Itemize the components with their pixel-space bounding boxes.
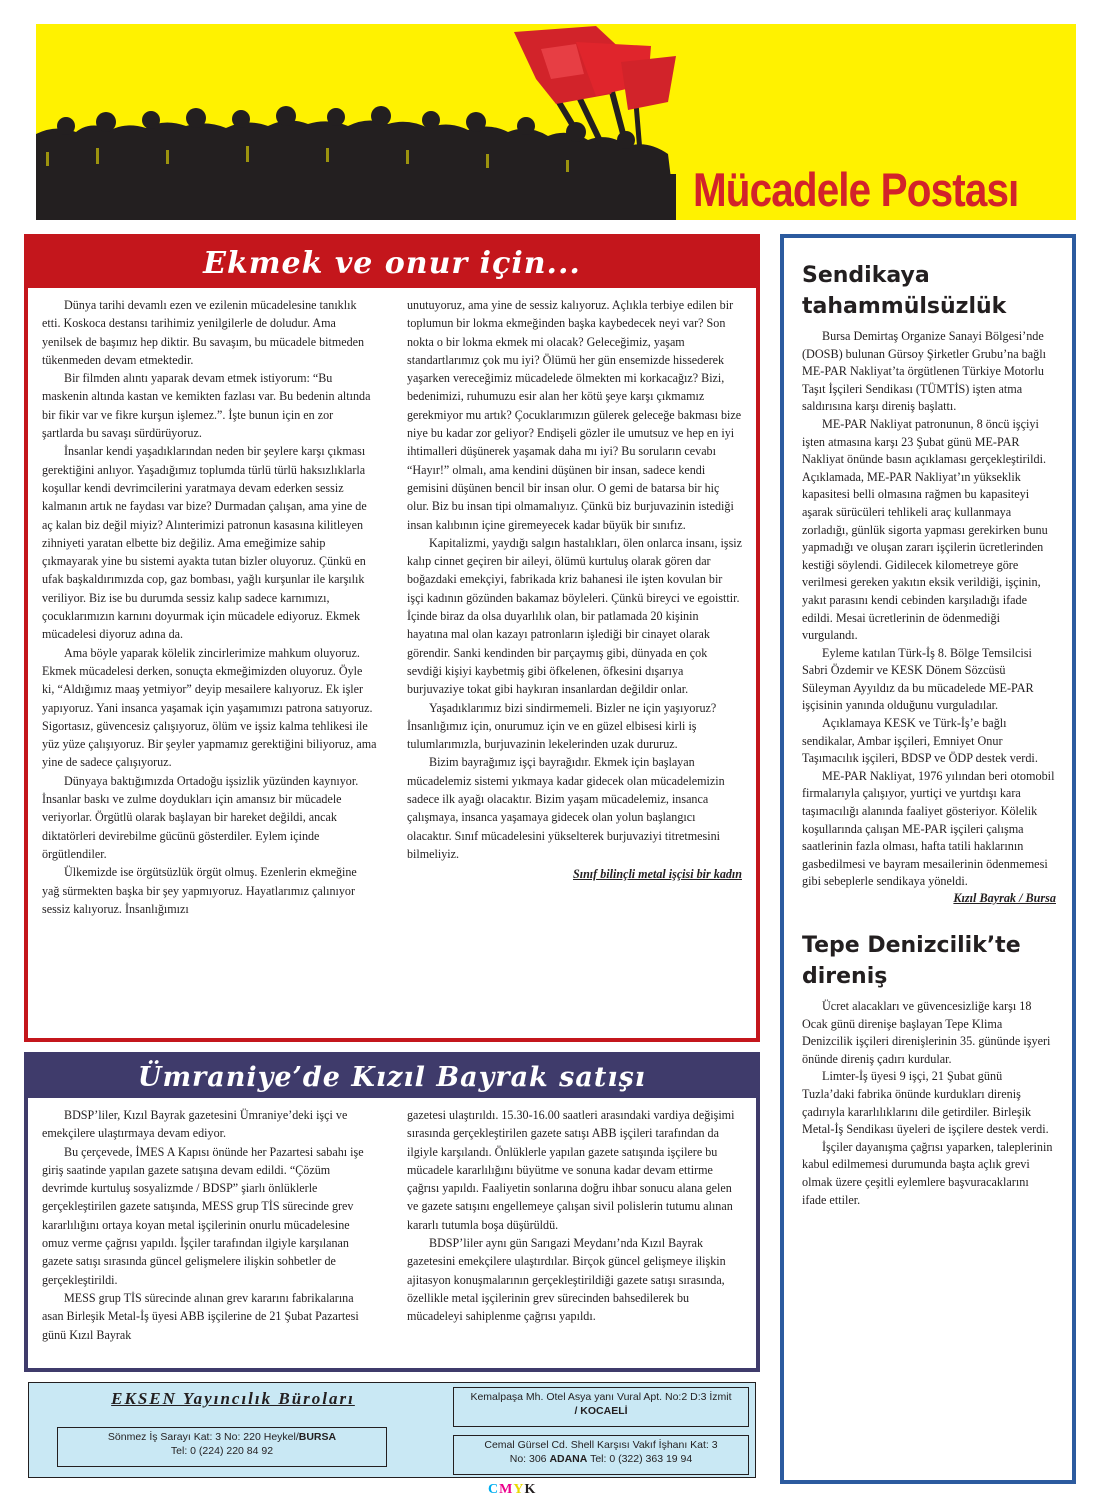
sidebar-article-title: Sendikaya tahammülsüzlük (802, 263, 1007, 319)
article-title: Ümraniye’de Kızıl Bayrak satışı (28, 1056, 756, 1098)
paragraph: Bu çerçevede, İMES A Kapısı önünde her Pazartesi sabahı işe giriş saatinde yapılan gazete satışına devam edildi. “Çözüm devrimde kurtuluş sosyalizmde / BDSP” şiarlı önlüklerle gerçekleştirilen gazete satışında, MESS grup TİS sürecinde grev kararlılığını ortaya koyan metal işçilerinin onurlu mücadelesine omuz verme çağrısı yapıldı. İşçiler tarafından ilgiyle karşılanan gazete satışı sırasında güncel gelişmelere ilişkin sohbetler de gerçekleştirildi. (42, 1144, 364, 1287)
paragraph: ME-PAR Nakliyat, 1976 yılından beri otomobil firmalarıyla çalışıyor, yurtiçi ve yurtdışı kara taşımacılığı alanında faaliyet gösteriyor. Kölelik koşullarında çalışan ME-PAR işçileri çalışma saatlerinin fazla olması, hafta tatili haklarının gasbedilmesi ve bayram mesailerinin ödenmemesi gibi sebeplerle sendikaya yöneldi. (802, 768, 1055, 889)
paragraph: MESS grup TİS sürecinde alınan grev kararını fabrikalarına asan Birleşik Metal-İş üyesi ABB işçilerine de 21 Şubat Pazartesi günü Kızıl Bayrak (42, 1290, 359, 1342)
paragraph: gazetesi ulaştırıldı. 15.30-16.00 saatleri arasındaki vardiya değişimi sırasında gerçekleştirilen gazete satışı ABB işçileri tarafından da ilgiyle karşılandı. Önlüklerle yapılan gazete satışında işçilere bu mücadele kararlılığını büyütme ve sonuna kadar devam ettirme çağrısı yapıldı. Faaliyetin sonlarına doğru ihbar sonucu alana gelen ve gazete satışını engellemeye çalışan sivil polislerin tutumu alınan kararlı tutumla boşa düşürüldü. (407, 1108, 735, 1232)
paragraph: BDSP’liler aynı gün Sarıgazi Meydanı’nda Kızıl Bayrak gazetesini emekçilere ulaştırdılar. Birçok güncel gelişmeye ilişkin ajitasyon konuşmalarının gerçekleştirildiği gazete satışı sırasında, özellikle metal işçilerinin grev sürecinden bahsedilerek bu mücadeleyi sahiplenme çağrısı yapıldı. (407, 1236, 726, 1324)
paragraph: İnsanlar kendi yaşadıklarından neden bir şeylere karşı çıkması gerektiğini anlıyor. Yaşadığımız toplumda türlü türlü haksızlıklarla koşullar kendi devrimcilerini yaratmaya devam ederken sessiz kalmanın artık ne faydası var bize? Durmadan çalışan, ama yine de aç kalan biz değil miyiz? Alınterimizi patronun kasasına kilitleyen zihniyeti yaratan elbette biz değiliz. Ama emeğimize sahip çıkmayarak yine bu sistemi ayakta tutan bizler oluyoruz. Çünkü en ufak başkaldırımızda cop, gaz bombası, yağlı kurşunlar ile karşılık veriliyor. Biz ise bu durumda sessiz kalıp sadece karnımızı, çocuklarımızın karnını doyurmak için mücadele ediyoruz. Ekmek mücadelesi diyoruz adına da. (42, 444, 367, 642)
paragraph: Bizim bayrağımız işçi bayrağıdır. Ekmek için başlayan mücadelemiz sistemi yıkmaya kadar gidecek olan mücadelemizin sadece ilk ayağı olacaktır. Bizim yaşam mücadelemiz, insanca çalışmaya, insanca yaşamaya gidecek olan yolun başlangıcı olacaktır. Sınıf mücadelesini yükselterek burjuvaziyi titretmesini bilmeliyiz. (407, 755, 725, 861)
sidebar-news (780, 234, 1076, 1484)
sidebar-article-title: Tepe Denizcilik’te direniş (802, 933, 1021, 989)
paragraph: Kapitalizmi, yaydığı salgın hastalıkları, ölen onlarca insanı, işsiz kalıp cinnet geçiren bir aileyi, ölümü kurtuluş olarak gören dar boğazdaki emekçiyi, fabrikada kriz bahanesi ile işten kovulan bir işçi kadının gözünden bakamaz böyleleri. Çünkü bireyci ve egoisttir. İçinde biraz da olsa duyarlılık olan, bir patlamada 20 kişinin hayatına mal olan kazayı patronların işlediği bir cinayet olarak görendir. Sanki kendinden bir parçaymış gibi, dünyada en çok sevdiği kişiyi kaybetmiş gibi öfkelenen, öfkesini dışarıya burjuvaziye tokat gibi haykıran insanlardan değildir onlar. (407, 535, 743, 697)
article-columns (28, 288, 756, 918)
cmyk-y: Y (513, 1482, 525, 1497)
paragraph: Ücret alacakları ve güvencesizliğe karşı 18 Ocak günü direnişe başlayan Tepe Klima Denizcilik işçileri direnişlerinin 35. gününde işyeri önünde direniş çadırı kurdular. (802, 999, 1051, 1066)
address-line: No: 306 (509, 1453, 550, 1465)
paragraph: Yaşadıklarımız bizi sindirmemeli. Bizler ne için yaşıyoruz? İnsanlığımız için, onurumuz için ve en güzel elbisesi kirli iş tulumlarımızla, burjuvazinin lekelerinden uzak dururuz. (407, 700, 717, 752)
article-columns (28, 1098, 756, 1344)
office-address-bursa (57, 1427, 387, 1467)
paragraph: BDSP’liler, Kızıl Bayrak gazetesini Ümraniye’deki işçi ve emekçilere ulaştırmaya devam ediyor. (42, 1108, 348, 1141)
office-address-kocaeli (453, 1387, 749, 1427)
office-address-adana (453, 1435, 749, 1475)
article-column-2 (407, 296, 742, 918)
masthead-title: Mücadele Postası (692, 163, 1018, 216)
sidebar-article-body (802, 998, 1056, 1209)
article-column-1 (42, 1106, 377, 1344)
paragraph: ME-PAR Nakliyat patronunun, 8 öncü işçiyi işten atmasına karşı 23 Şubat günü ME-PAR Nakliyat önünde basın açıklaması gerçekleştirildi. Açıklamada, ME-PAR Nakliyat’ın yükseklik kapasitesi belli olmasına rağmen bu kapasiteyi aşarak sürücüleri tehlikeli araç kullanmaya zorladığı, günlük sigorta yapması gerekirken bunu yapmadığı ve oluşan zararı işçilerin ücretlerinden kestiği söylendi. Gidilecek kilometreye göre verilmesi gereken yakıtın eksik verildiği, işçinin, yakıt parasını kendi cebinden karşıladığı ifade edildi. Mesai ücretlerinin de ödenmediği vurgulandı. (802, 416, 1048, 643)
article-umraniye (24, 1052, 760, 1372)
article-ekmek (24, 234, 760, 1042)
paragraph: Dünya tarihi devamlı ezen ve ezilenin mücadelesine tanıklık etti. Koskoca destansı tarihimiz yenilgilerle de doludur. Ama yenilsek de başımız hep diktir. Bu savaşım, bu mücadele bitmeden tükenmeden devam etmektedir. (42, 298, 365, 367)
paragraph: Bir filmden alıntı yaparak devam etmek istiyorum: “Bu maskenin altında kastan ve kemikten fazlası var. Bu bedenin altında bir fikir var ve fikre kurşun işlemez.”. İşte bunun için en zor şartlarda bu savaşı sürdürüyoruz. (42, 371, 371, 441)
article-title: Ekmek ve onur için... (28, 238, 756, 288)
address-phone: Tel: 0 (322) 363 19 94 (587, 1453, 693, 1465)
article-column-2 (407, 1106, 742, 1344)
address-city: BURSA (298, 1431, 337, 1443)
paragraph: Bursa Demirtaş Organize Sanayi Bölgesi’nde (DOSB) bulunan Gürsoy Şirketler Grubu’na bağlı ME-PAR Nakliyat’ta örgütlenen Türkiye Motorlu Taşıt İşçileri Sendikası (TÜMTİS) işten atma saldırısına karşı direniş başlattı. (802, 329, 1047, 414)
publisher-title: EKSEN Yayıncılık Büroları (111, 1389, 355, 1408)
address-city: ADANA (549, 1453, 588, 1465)
article-signature: Sınıf bilinçli metal işçisi bir kadın (573, 867, 742, 882)
cmyk-c: C (488, 1482, 500, 1497)
sidebar-article-body (802, 328, 1056, 891)
masthead-banner (36, 24, 1076, 220)
address-city: / KOCAELİ (574, 1405, 628, 1417)
address-line: Cemal Gürsel Cd. Shell Karşısı Vakıf İşhanı Kat: 3 (484, 1439, 718, 1451)
paragraph: İşçiler dayanışma çağrısı yaparken, taleplerinin kabul edilmemesi durumunda başta açlık grevi olmak üzere çeşitli eylemlere başvuracaklarını ifade ettiler. (802, 1139, 1053, 1207)
article-column-1 (42, 296, 377, 918)
paragraph: Dünyaya baktığımızda Ortadoğu işsizlik yüzünden kaynıyor. İnsanlar baskı ve zulme doydukları için amansız bir mücadele veriyorlar. Örgütlü olarak başlayan bir hareket değildi, ancak diktatörleri devirebilme gücünü gösterdiler. Eylem içinde örgütlendiler. (42, 773, 359, 861)
paragraph: unutuyoruz, ama yine de sessiz kalıyoruz. Açlıkla terbiye edilen bir toplumun bir lokma ekmeğinden başka kaybedecek neyi var? Son nokta o bir lokma ekmek mi olacak? Geleceğimiz, yaşam standartlarımız çok mu iyi? Ölümü her gün ensemizde hissederek yaşarken vereceğimiz mücadelede ölmekten mi korkacağız? Bizi, bedenimizi, ruhumuzu esir alan her kötü şeye karşı çıkmamız gerekmiyor mu artık? Çocuklarımızın gülerek geleceğe bakması bize niye bu kadar zor geliyor? Endişeli gözler ile umutsuz ve hep en iyi ihtimalleri düşünerek yaşamak daha mı iyi? Bu soruların cevabı “Hayır!” olmalı, ama kendini düşünen bir insan, sadece kendi gemisini düşünen bencil bir insan olur. O gemi de batarsa bir hiç olur. Biz bu insan tipi olmamalıyız. Çünkü biz burjuvazinin istediği insan kalıbının içine giremeyecek kadar büyük bir sınıfız. (407, 298, 742, 532)
address-line: Sönmez İş Sarayı Kat: 3 No: 220 Heykel/ (107, 1431, 299, 1443)
publisher-offices-box (28, 1382, 756, 1478)
paragraph: Ama böyle yaparak kölelik zincirlerimize mahkum oluyoruz. Ekmek mücadelesi derken, sonuçta ekmeğimizden oluyoruz. Öyle ki, “Aldığımız maaş yetmiyor” deyip mesailere kalıyoruz. Ek işler yapıyoruz. Yani insanca yaşamak için yaşamımızı patrona satıyoruz. Sigortasız, güvencesiz çalışıyoruz, ölüm ve işsiz kalma tehlikesi ile yüz yüze çalışıyoruz. Bir şeyler yapmamız gerektiğini biliyoruz, ama yine de sadece çalışıyoruz. (42, 645, 377, 770)
cmyk-m: M (499, 1482, 514, 1497)
paragraph: Limter-İş üyesi 9 işçi, 21 Şubat günü Tuzla’daki fabrika önünde kurdukları direniş çadırıyla kararlılıklarını dile getirdiler. Birleşik Metal-İş Sendikası üyeleri de işçilere destek verdi. (802, 1069, 1049, 1137)
address-phone: Tel: 0 (224) 220 84 92 (170, 1445, 274, 1457)
paragraph: Ülkemizde ise örgütsüzlük örgüt olmuş. Ezenlerin ekmeğine yağ sürmekten başka bir şey yapmıyoruz. Hayatlarımız çalınıyor sessiz kalıyoruz. İnsanlığımızı (42, 865, 357, 916)
address-line: Kemalpaşa Mh. Otel Asya yanı Vural Apt. No:2 D:3 İzmit (470, 1391, 732, 1403)
article-signature: Kızıl Bayrak / Bursa (953, 891, 1056, 905)
paragraph: Açıklamaya KESK ve Türk-İş’e bağlı sendikalar, Ambar işçileri, Emniyet Onur Taşımacılık işçileri, BDSP ve ÖDP destek verdi. (802, 716, 1038, 766)
cmyk-k: K (524, 1482, 537, 1497)
cmyk-mark (488, 1482, 536, 1498)
paragraph: Eyleme katılan Türk-İş 8. Bölge Temsilcisi Sabri Özdemir ve KESK Dönem Sözcüsü Süleyman Ayyıldız da bu mücadelede ME-PAR işçisinin yanında olduğunu vurguladılar. (802, 645, 1034, 713)
